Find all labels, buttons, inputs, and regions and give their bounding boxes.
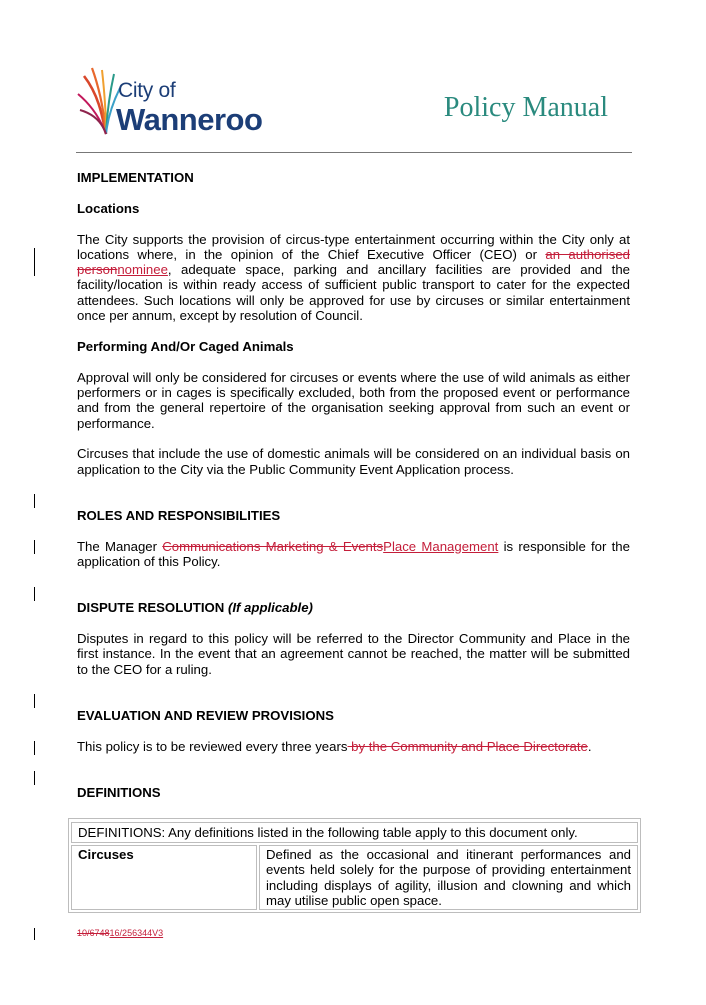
header-divider xyxy=(76,152,632,153)
deleted-text: 10/6748 xyxy=(77,928,110,938)
definition-description: Defined as the occasional and itinerant performances and events held solely for the purpose of providing entertainment including displays of agility, illusion and clowning and which may utilise public open space. xyxy=(259,845,638,910)
dispute-heading-text: DISPUTE RESOLUTION xyxy=(77,600,228,616)
roles-heading: ROLES AND RESPONSIBILITIES xyxy=(77,507,281,523)
definitions-table xyxy=(68,818,641,913)
deleted-text: by the Community and Place Directorate xyxy=(347,738,588,754)
animals-paragraph-2: Circuses that include the use of domestic animals will be considered on an individual basis on application to the City via the Public Community Event Application process. xyxy=(77,446,630,477)
change-bar xyxy=(34,741,35,755)
evaluation-paragraph xyxy=(77,739,630,754)
logo-name-text: Wanneroo xyxy=(116,102,263,137)
definitions-heading: DEFINITIONS xyxy=(77,785,161,801)
dispute-heading-qualifier: (If applicable) xyxy=(227,600,313,616)
deleted-text: Communications Marketing & Events xyxy=(162,538,384,554)
table-row xyxy=(71,845,638,910)
change-bar xyxy=(34,771,35,785)
change-bar xyxy=(34,248,35,276)
evaluation-heading: EVALUATION AND REVIEW PROVISIONS xyxy=(77,708,334,724)
locations-text: , adequate space, parking and ancillary facilities are provided and the facility/location is within ready access of sufficient public transport to cater for the expected attendees. Such locations will only be approved for use by circuses or similar entertainment once per annum, except by resolution of Council. xyxy=(77,262,630,324)
change-bar xyxy=(34,494,35,508)
roles-paragraph xyxy=(77,539,630,570)
evaluation-text: . xyxy=(587,738,592,754)
dispute-paragraph: Disputes in regard to this policy will be referred to the Director Community and Place in the first instance. In the event that an agreement cannot be reached, the matter will be submitted to the CEO for a ruling. xyxy=(77,631,630,677)
city-of-wanneroo-logo xyxy=(76,64,286,142)
inserted-text: nominee xyxy=(117,262,168,278)
change-bar xyxy=(34,587,35,601)
deleted-text: an authorised person xyxy=(77,246,630,278)
roles-text: The Manager xyxy=(77,538,163,554)
change-bar xyxy=(34,540,35,554)
change-bar xyxy=(34,694,35,708)
logo-city-text: City of xyxy=(118,79,176,102)
locations-text: The City supports the provision of circus-type entertainment occurring within the City only at locations where, in the opinion of the Chief Executive Officer (CEO) or xyxy=(77,231,630,262)
logo-leaf-icon xyxy=(76,64,120,136)
document-reference xyxy=(77,928,163,938)
roles-text: is responsible for the application of this Policy. xyxy=(77,538,630,570)
policy-content xyxy=(77,170,630,800)
evaluation-text: This policy is to be reviewed every three years xyxy=(77,738,348,754)
implementation-heading: IMPLEMENTATION xyxy=(77,170,194,185)
change-bar xyxy=(34,928,35,940)
locations-paragraph xyxy=(77,232,630,324)
inserted-text: 16/256344V3 xyxy=(109,928,164,938)
animals-paragraph-1: Approval will only be considered for circuses or events where the use of wild animals as either performers or in cages is specifically excluded, both from the proposed event or performance and from the general repertoire of the organisation seeking approval from such an event or performance. xyxy=(77,369,630,431)
animals-heading: Performing And/Or Caged Animals xyxy=(77,338,294,354)
definitions-table-intro: DEFINITIONS: Any definitions listed in the following table apply to this document only. xyxy=(71,822,638,843)
inserted-text: Place Management xyxy=(383,538,499,554)
dispute-heading xyxy=(77,600,630,615)
definition-term: Circuses xyxy=(71,845,257,910)
locations-heading: Locations xyxy=(77,200,140,216)
manual-title: Policy Manual xyxy=(443,92,608,123)
